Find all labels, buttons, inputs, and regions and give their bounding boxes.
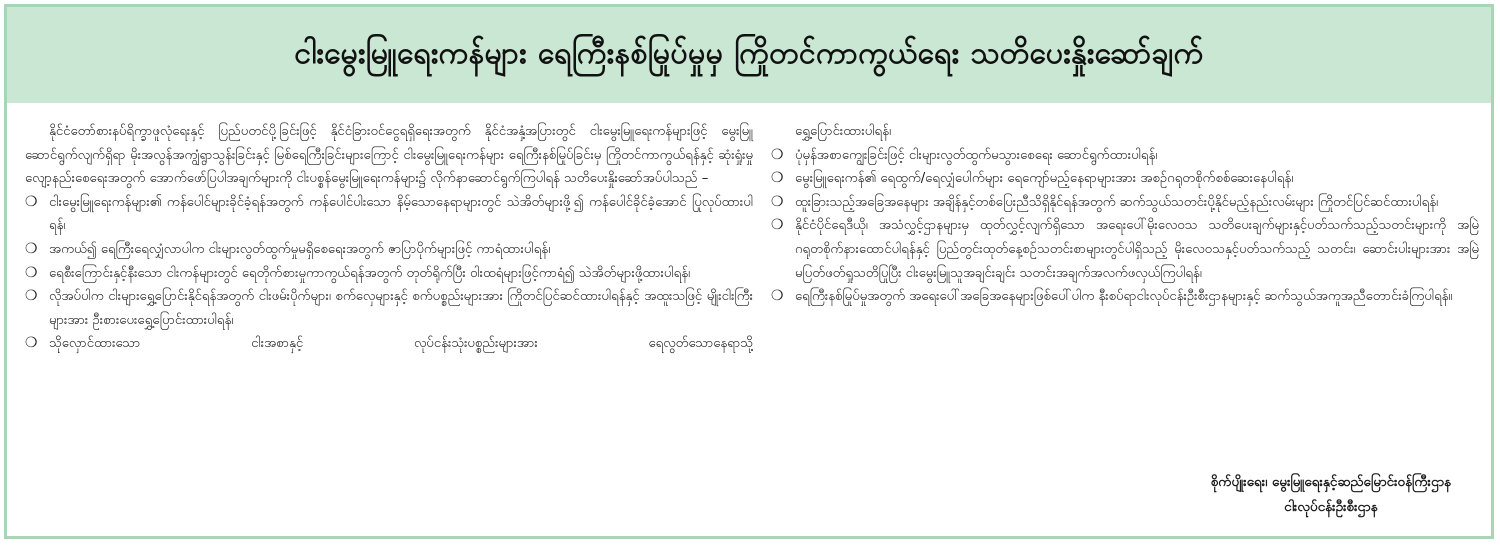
bullet-icon: ❍ xyxy=(25,193,38,210)
continued-item-text: ရွှေ့ပြောင်းထားပါရန်၊ xyxy=(795,124,892,139)
list-item xyxy=(771,191,1479,215)
list-item xyxy=(25,262,753,286)
list-item xyxy=(25,191,753,238)
list-item-text: ရေကြီးနစ်မြုပ်မှုအတွက် အရေးပေါ်အခြေအနေများဖြစ်ပေါ်ပါက နီးစပ်ရာငါးလုပ်ငန်းဦးစီးဌာနများနှင့် ဆက်သွယ်အကူအညီတောင်းခံကြပါရန်။ xyxy=(795,289,1453,305)
list-item-text: မွေးမြူရေးကန်၏ ရေထွက်/ရေလျှံပေါက်များ ရေကျော်မည့်နေရာများအား အစဉ်ဂရုတစိုက်စစ်ဆေးနေပါရန်၊ xyxy=(795,171,1294,187)
list-item-text: ငါးမွေးမြူရေးကန်များ၏ ကန်ပေါင်များခိုင်ခံ့ရန်အတွက် ကန်ပေါင်ပါးသော နိမ့်သောနေရာများတွင် သဲအိတ်များဖို့၍ ကန်ပေါင်ခိုင်ခံ့အောင် ပြုလုပ်ထားပါရန်၊ xyxy=(49,194,753,234)
list-item-text: အကယ်၍ ရေကြီးရေလျှံလာပါက ငါးများလွတ်ထွက်မှုမရှိစေရေးအတွက် ဇာပြာပိုက်များဖြင့် ကာရံထားပါရန်၊ xyxy=(49,241,551,257)
department-name: ငါးလုပ်ငန်းဦးစီးဌာန xyxy=(1284,499,1378,515)
list-item-text: နိုင်ငံပိုင်ရေဒီယို၊ အသံလွှင့်ဌာနများမှ ထုတ်လွှင့်လျက်ရှိသော အရေးပေါ်မိုးလေဝသ သတိပေးချက်များနှင့်ပတ်သက်သည့်သတင်းများကို အမြဲဂရုတစိုက်နားထောင်ပါရန်နှင့် ပြည်တွင်းထုတ်နေ့စဉ်သတင်းစာများတွင်ပါရှိသည့် မိုးလေဝသနှင့်ပတ်သက်သည့် သတင်း၊ ဆောင်းပါးများအား အမြဲမပြတ်ဖတ်ရှုသတိပြုပြီး ငါးမွေးမြူသူအချင်းချင်း သတင်းအချက်အလက်ဖလှယ်ကြပါရန်၊ xyxy=(795,218,1479,281)
right-column xyxy=(771,120,1479,309)
list-item-text: သိုလှောင်ထားသော ငါးအစာနှင့် လုပ်ငန်းသုံးပစ္စည်းများအား ရေလွတ်သောနေရာသို့ xyxy=(49,336,753,352)
notice-frame xyxy=(4,4,1494,539)
bullet-icon: ❍ xyxy=(25,264,38,281)
list-item-text: လိုအပ်ပါက ငါးများရွှေ့ပြောင်းနိုင်ရန်အတွက် ငါးဖမ်းပိုက်များ၊ စက်လှေများနှင့် စက်ပစ္စည်းများအား ကြိုတင်ပြင်ဆင်ထားပါရန်နှင့် အထူးသဖြင့် မျိုးငါးကြီးများအား ဦးစားပေးရွှေ့ပြောင်းထားပါရန်၊ xyxy=(49,289,753,328)
bullet-icon: ❍ xyxy=(25,288,38,305)
list-item xyxy=(771,167,1479,191)
bullet-icon: ❍ xyxy=(771,170,784,187)
ministry-name: စိုက်ပျိုးရေး၊ မွေးမြူရေးနှင့်ဆည်မြောင်းဝန်ကြီးဌာန xyxy=(1210,474,1451,490)
list-item-text: ထူးခြားသည့်အခြေအနေများ အချိန်နှင့်တစ်ပြေးညီသိရှိနိုင်ရန်အတွက် ဆက်သွယ်သတင်းပို့နိုင်မည့်နည်းလမ်းများ ကြိုတင်ပြင်ဆင်ထားပါရန်၊ xyxy=(795,194,1439,210)
list-item xyxy=(771,144,1479,168)
bullet-icon: ❍ xyxy=(771,288,784,305)
list-item xyxy=(771,214,1479,285)
list-item-text: ပုံမှန်အစာကျွေးခြင်းဖြင့် ငါးများလွတ်ထွက်မသွားစေရေး ဆောင်ရွက်ထားပါရန်၊ xyxy=(795,147,1158,163)
list-item xyxy=(25,332,753,356)
left-item-list xyxy=(25,191,753,333)
notice-title: ငါးမွေးမြူရေးကန်များ ရေကြီးနစ်မြုပ်မှုမှ ကြိုတင်ကာကွယ်ရေး သတိပေးနှိုးဆော်ချက် xyxy=(294,35,1204,71)
intro-paragraph: နိုင်ငံတော်စားနပ်ရိက္ခာဖူလုံရေးနှင့် ပြည်ပတင်ပို့ခြင်းဖြင့် နိုင်ငံခြားဝင်ငွေရရှိရေးအတွက် နိုင်ငံအနှံ့အပြားတွင် ငါးမွေးမြူရေးကန်များဖြင့် မွေးမြူဆောင်ရွက်လျက်ရှိရာ မိုးအလွန်အကျွံရွာသွန်းခြင်းနှင့် မြစ်ရေကြီးခြင်းများကြောင့် ငါးမွေးမြူရေးကန်များ ရေကြီးနစ်မြုပ်ခြင်းမှ ကြိုတင်ကာကွယ်ရန်နှင့် ဆုံးရှုံးမှုလျော့နည်းစေရေးအတွက် အောက်ဖော်ပြပါအချက်များကို ငါးပစ္စန်မွေးမြူရေးကန်များ၌ လိုက်နာဆောင်ရွက်ကြပါရန် သတိပေးနှိုးဆော်အပ်ပါသည် – xyxy=(25,124,753,187)
list-item-text: ရေစီးကြောင်းနှင့်နီးသော ငါးကန်များတွင် ရေတိုက်စားမှုကာကွယ်ရန်အတွက် တုတ်ရိုက်ပြီး ဝါးထရံများဖြင့်ကာရံ၍ သဲအိတ်များဖို့ထားပါရန်၊ xyxy=(49,265,691,281)
list-item xyxy=(25,238,753,262)
title-banner xyxy=(7,7,1491,103)
bullet-icon: ❍ xyxy=(25,335,38,352)
bullet-icon: ❍ xyxy=(25,240,38,257)
signature-block xyxy=(1211,470,1451,520)
bullet-icon: ❍ xyxy=(771,146,784,163)
left-column xyxy=(25,120,753,356)
bullet-icon: ❍ xyxy=(771,217,784,234)
list-item xyxy=(771,285,1479,309)
list-item xyxy=(25,285,753,332)
right-item-list xyxy=(771,144,1479,309)
bullet-icon: ❍ xyxy=(771,193,784,210)
